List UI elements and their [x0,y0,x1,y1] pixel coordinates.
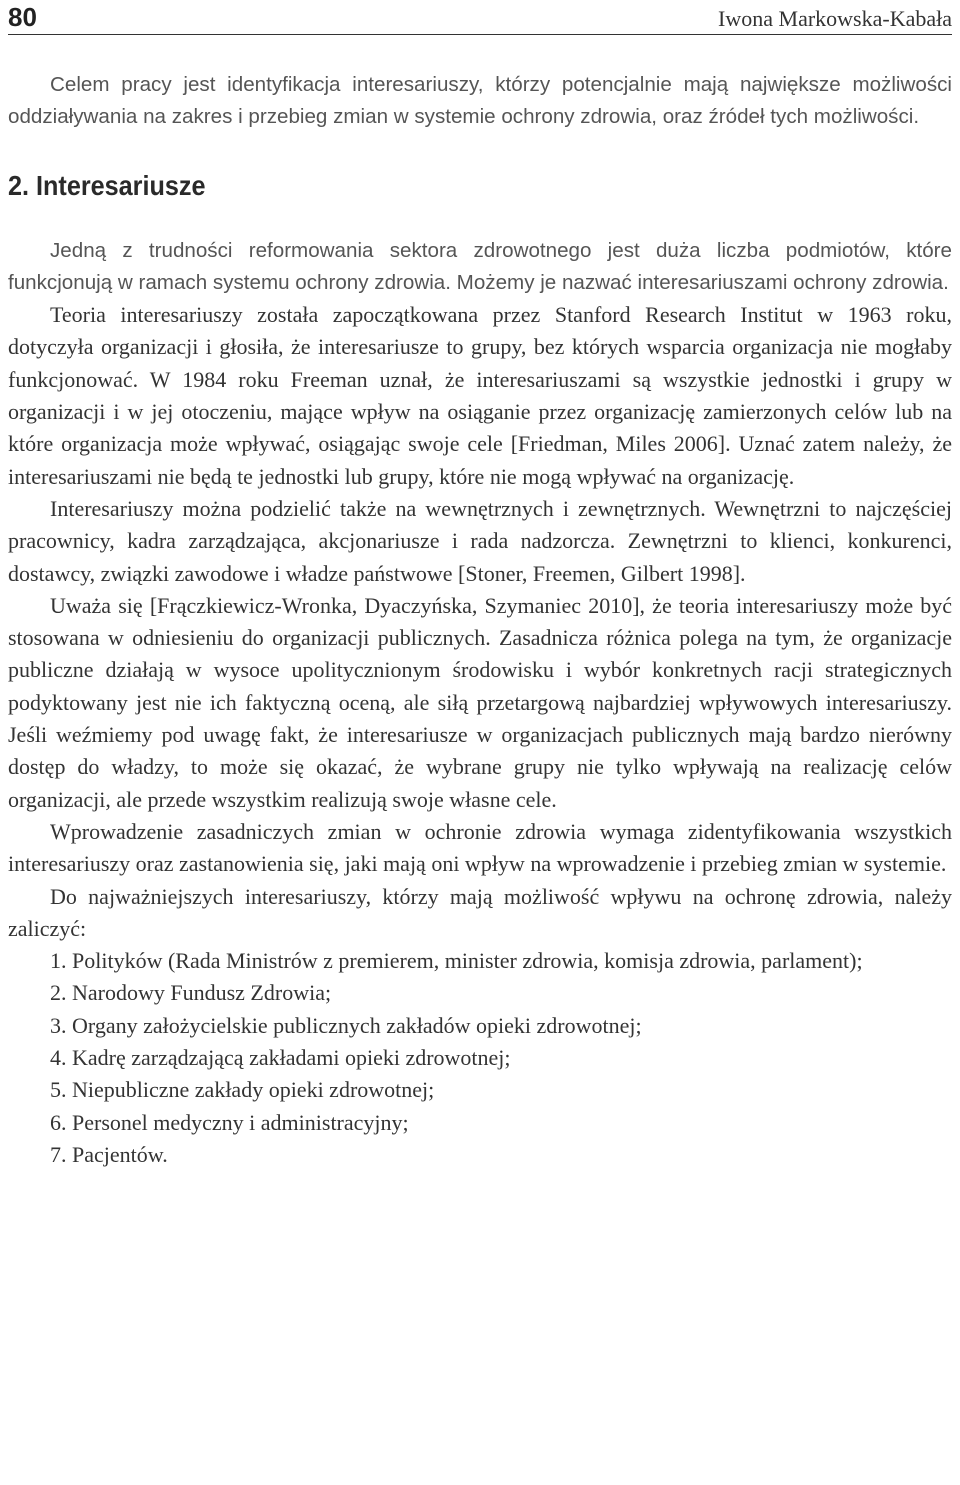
section-number: 2. [8,169,30,201]
list-item: 1. Polityków (Rada Ministrów z premierem, minister zdrowia, komisja zdrowia, parlament); [50,948,863,974]
list-item: 2. Narodowy Fundusz Zdrowia; [50,980,332,1006]
paragraph: Uważa się [Frączkiewicz-Wronka, Dyaczyńska, Szymaniec 2010], że teoria interesariuszy może być stosowana w odniesieniu do organizacji publicznych. Zasadnicza różnica polega na tym, że organizacje publiczne działają w wysoce upolitycznionym środowisku i wybór konkretnych racji strategicznych podyktowany jest nie ich faktyczną oceną, ale siłą przetargową najbardziej wpływowych interesariuszy. Jeśli weźmiemy pod uwagę fakt, że interesariusze w organizacjach publicznych mają bardzo nierówny dostęp do władzy, to może się okazać, że wybrane grupy nie tylko wpływają na realizację celów organizacji, ale przede wszystkim realizują swoje własne cele. [8,592,952,812]
paragraph: Jedną z trudności reformowania sektora zdrowotnego jest duża liczba podmiotów, które funkcjonują w ramach systemu ochrony zdrowia. Możemy je nazwać interesariuszami ochrony zdrowia. [8,238,952,294]
stakeholder-list [8,945,952,1171]
list-item: 4. Kadrę zarządzającą zakładami opieki zdrowotnej; [50,1045,511,1071]
paragraph: Interesariuszy można podzielić także na wewnętrznych i zewnętrznych. Wewnętrzni to najczęściej pracownicy, kadra zarządzająca, akcjonariusze i rada nadzorcza. Zewnętrzni to klienci, konkurenci, dostawcy, związki zawodowe i władze państwowe [Stoner, Freemen, Gilbert 1998]. [8,495,952,586]
list-item: 5. Niepubliczne zakłady opieki zdrowotnej; [50,1077,435,1103]
list-item: 3. Organy założycielskie publicznych zakładów opieki zdrowotnej; [50,1012,642,1038]
paragraph: Teoria interesariuszy została zapoczątkowana przez Stanford Research Institut w 1963 roku, dotyczyła organizacji i głosiła, że interesariusze to grupy, bez których wsparcia organizacja nie mogłaby funkcjonować. W 1984 roku Freeman uznał, że interesariuszami są wszystkie jednostki i grupy w organizacji i w jej otoczeniu, mające wpływ na osiąganie przez organizację zamierzonych celów lub na które organizacja może wpływać, osiągając swoje cele [Friedman, Miles 2006]. Uznać zatem należy, że interesariuszami nie będą te jednostki lub grupy, które nie mogą wpływać na organizację. [8,302,952,489]
page-number: 80 [8,2,37,32]
running-head-author: Iwona Markowska-Kabała [718,6,952,31]
section-heading [8,169,858,203]
section-title: Interesariusze [36,169,206,201]
body-text [8,69,952,1171]
paragraph: Do najważniejszych interesariuszy, którzy mają możliwość wpływu na ochronę zdrowia, należy zaliczyć: [8,883,952,941]
list-item: 6. Personel medyczny i administracyjny; [50,1109,409,1135]
list-item: 7. Pacjentów. [50,1141,168,1167]
intro-paragraph: Celem pracy jest identyfikacja interesariuszy, którzy potencjalnie mają największe możliwości oddziaływania na zakres i przebieg zmian w systemie ochrony zdrowia, oraz źródeł tych możliwości. [8,73,952,129]
running-head [8,0,952,35]
paragraph: Wprowadzenie zasadniczych zmian w ochronie zdrowia wymaga zidentyfikowania wszystkich interesariuszy oraz zastanowienia się, jaki mają oni wpływ na wprowadzenie i przebieg zmian w systemie. [8,818,952,877]
